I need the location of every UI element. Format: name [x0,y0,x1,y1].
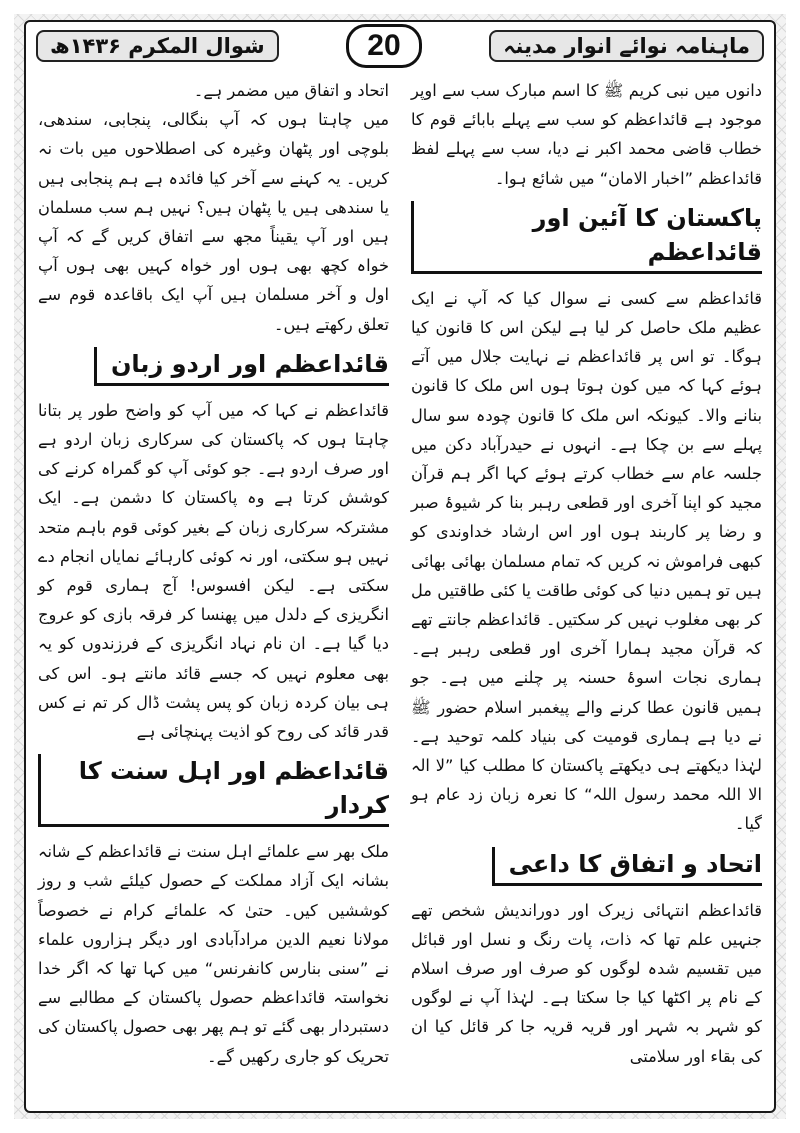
magazine-title: ماہنامہ نوائے انوار مدینہ [489,30,764,62]
speech-paragraph: میں چاہتا ہوں کہ آپ بنگالی، پنجابی، سندھی، بلوچی اور پٹھان وغیرہ کی اصطلاحوں میں بات نہ کریں۔ یہ کہنے سے آخر کیا فائدہ ہے ہم پنجابی ہیں یا سندھی ہیں یا پٹھان ہیں؟ نہیں ہم سب مسلمان ہیں اور آپ یقیناً مجھ سے اتفاق کریں گے کہ آپ خواہ کچھ بھی ہوں اور خواہ کہیں بھی ہوں آپ اول و آخر مسلمان ہیں آپ ایک باقاعدہ قوم سے تعلق رکھتے ہیں۔ [38,110,389,334]
section-body-unity: قائداعظم انتہائی زیرک اور دوراندیش شخص تھے جنہیں علم تھا کہ ذات، پات رنگ و نسل اور قبائل میں تقسیم شدہ لوگوں کو صرف اور صرف اسلام کے نام پر اکٹھا کیا جا سکتا ہے۔ لہٰذا آپ نے لوگوں کو شہر بہ شہر اور قریہ قریہ جا کر قائل کیا ان کی بقاء اور سلامتی [411,900,762,1066]
continued-paragraph: اتحاد و اتفاق میں مضمر ہے۔ [193,81,389,100]
section-heading-urdu: قائداعظم اور اردو زبان [94,347,389,386]
page-frame [24,20,776,1113]
page-header [26,22,774,70]
article-columns [38,76,762,1099]
section-heading-constitution: پاکستان کا آئین اور قائداعظم [411,201,762,274]
left-column [38,76,389,1099]
page-number: 20 [346,24,422,68]
intro-paragraph: دانوں میں نبی کریم ﷺ کا اسم مبارک سب سے اوپر موجود ہے قائداعظم کو سب سے پہلے بابائے قوم کا خطاب قاضی محمد اکبر نے دیا، سب سے پہلے لفظ قائداعظم ”اخبار الامان“ میں شائع ہوا۔ [411,81,762,188]
section-heading-ahle-sunnat: قائداعظم اور اہل سنت کا کردار [38,754,389,827]
section-body-urdu: قائداعظم نے کہا کہ میں آپ کو واضح طور پر بتانا چاہتا ہوں کہ پاکستان کی سرکاری زبان اردو ہے اور صرف اردو ہے۔ جو کوئی آپ کو گمراہ کرنے کی کوشش کرتا ہے وہ پاکستان کا دشمن ہے۔ ایک مشترکہ سرکاری زبان کے بغیر کوئی قوم باہم متحد نہیں ہو سکتی، اور نہ کوئی کارہائے نمایاں انجام دے سکتی ہے۔ لیکن افسوس! آج ہماری قوم کو انگریزی کے دلدل میں پھنسا کر فرقہ بازی کو عروج دیا گیا ہے۔ ان نام نہاد انگریزی کے فرزندوں کو یہ بھی معلوم نہیں کہ جسے قائد مانتے ہو۔ اس کی ہی بیان کردہ زبان کو پس پشت ڈال کر تم نے کس قدر قائد کی روح کو اذیت پہنچائی ہے [38,400,389,742]
section-body-ahle-sunnat: ملک بھر سے علمائے اہل سنت نے قائداعظم کے شانہ بشانہ ایک آزاد مملکت کے حصول کیلئے شب و روز کوششیں کیں۔ حتیٰ کہ علمائے کرام نے خصوصاً مولانا نعیم الدین مرادآبادی اور دیگر ہزاروں علماء نے ”سنی بنارس کانفرنس“ میں کہا تھا کہ اگر خدا نخواستہ قائداعظم حصول پاکستان کے مطالبے سے دستبردار بھی گئے تو ہم پھر بھی حصول پاکستان کی تحریک کو جاری رکھیں گے۔ [38,842,389,1066]
issue-date: شوال المکرم ۱۴۳۶ھ [36,30,279,62]
right-column [411,76,762,1099]
section-body-constitution: قائداعظم سے کسی نے سوال کیا کہ آپ نے ایک عظیم ملک حاصل کر لیا ہے لیکن اس کا قانون کیا ہوگا۔ تو اس پر قائداعظم نے نہایت جلال میں آتے ہوئے کہا کہ میں کون ہوتا ہوں اس ملک کا قانون بنانے والا۔ کیونکہ اس ملک کا قانون چودہ سو سال پہلے سے بن چکا ہے۔ انہوں نے حیدرآباد دکن میں جلسہ عام سے خطاب کرتے ہوئے کہا اگر ہم قرآن مجید کو اپنا آخری اور قطعی رہبر بنا کر شیوۂ صبر و رضا پر کاربند ہوں اور اس ارشاد خداوندی کو کبھی فراموش نہ کریں کہ تمام مسلمان بھائی بھائی ہیں تو ہمیں دنیا کی کوئی طاقت یا کئی طاقتیں مل کر بھی مغلوب نہیں کر سکتیں۔ قائداعظم جانتے تھے کہ قرآن مجید ہمارا آخری اور قطعی رہبر ہے۔ ہماری نجات اسوۂ حسنہ پر چلنے میں ہے۔ جو ہمیں قانون عطا کرنے والے پیغمبر اسلام حضور ﷺ نے دیا ہے ہماری قومیت کی بنیاد کلمہ توحید ہے۔ لہٰذا دیکھتے ہی دیکھتے پاکستان کا مطلب کیا ”لا الہ الا اللہ محمد رسول اللہ“ کا نعرہ زبان زد عام ہو گیا۔ [411,288,762,834]
section-heading-unity: اتحاد و اتفاق کا داعی [492,847,762,886]
